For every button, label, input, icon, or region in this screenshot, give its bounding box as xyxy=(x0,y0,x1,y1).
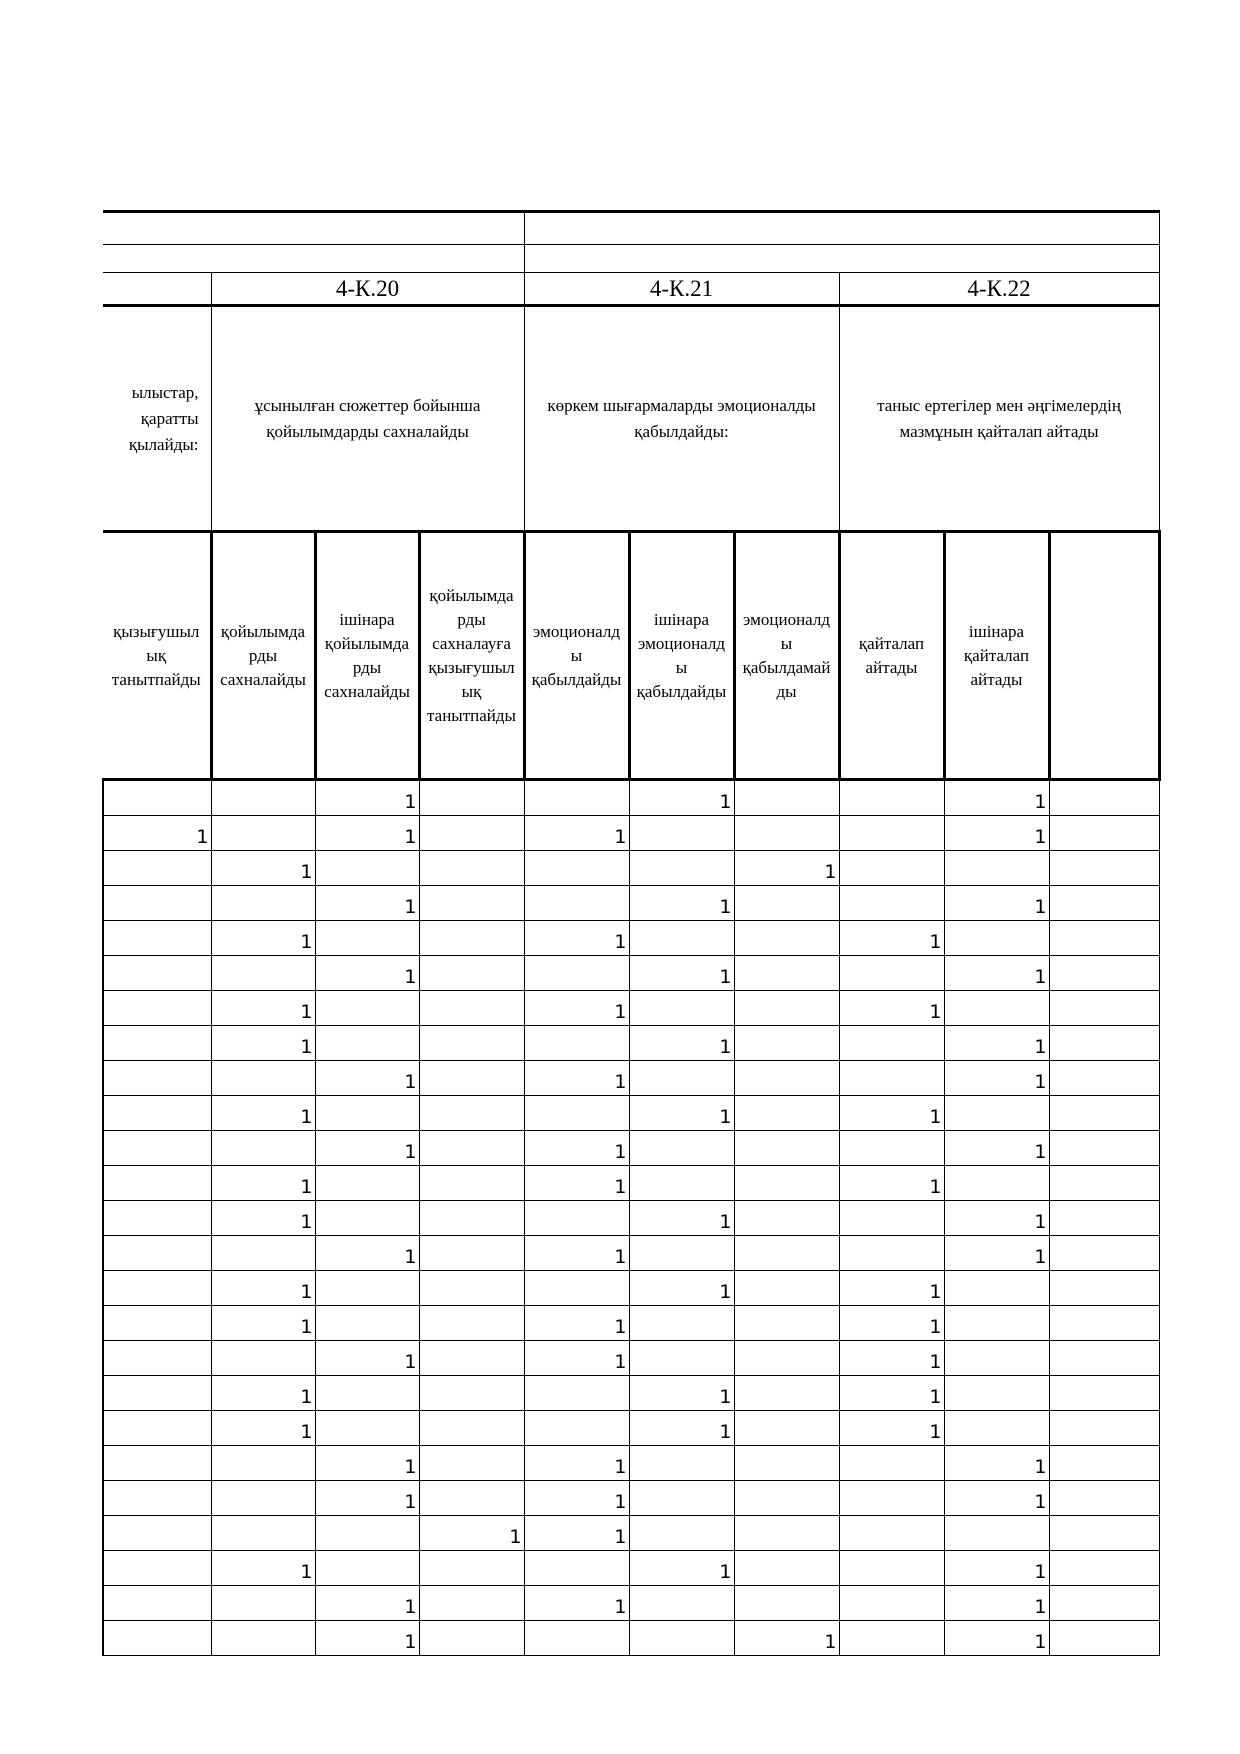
table-row xyxy=(103,1551,1159,1586)
table-row xyxy=(103,1621,1159,1656)
table-cell xyxy=(734,991,839,1026)
table-row xyxy=(103,1236,1159,1271)
table-cell: 1 xyxy=(524,1481,629,1516)
subheader-perceives: эмоционалд ы қабылдайды xyxy=(524,532,629,780)
table-cell xyxy=(839,1586,944,1621)
table-cell xyxy=(839,816,944,851)
table-cell xyxy=(103,1481,211,1516)
table-cell: 1 xyxy=(315,1621,419,1656)
subheader-overflow xyxy=(1049,532,1159,780)
table-cell xyxy=(315,921,419,956)
table-cell xyxy=(839,1621,944,1656)
table-cell: 1 xyxy=(211,1551,315,1586)
table-cell xyxy=(103,1096,211,1131)
table-row xyxy=(103,851,1159,886)
table-cell-overflow xyxy=(1049,1551,1159,1586)
table-cell xyxy=(734,1236,839,1271)
table-cell xyxy=(944,991,1049,1026)
table-cell xyxy=(103,1551,211,1586)
table-cell: 1 xyxy=(944,1446,1049,1481)
table-cell xyxy=(315,1306,419,1341)
table-cell: 1 xyxy=(315,886,419,921)
table-cell-overflow xyxy=(1049,1516,1159,1551)
table-cell-overflow xyxy=(1049,816,1159,851)
table-cell xyxy=(211,1516,315,1551)
table-cell xyxy=(211,1061,315,1096)
table-cell xyxy=(944,1376,1049,1411)
table-cell xyxy=(944,851,1049,886)
table-cell xyxy=(315,1271,419,1306)
table-cell xyxy=(419,1586,524,1621)
subheader-no-interest-staging: қойылымда рды сахналауға қызығушыл ық танытпайды xyxy=(419,532,524,780)
code-4k21: 4-К.21 xyxy=(524,273,839,306)
table-cell xyxy=(211,1131,315,1166)
table-cell-overflow xyxy=(1049,1061,1159,1096)
table-cell xyxy=(839,1551,944,1586)
table-cell: 1 xyxy=(839,1411,944,1446)
code-4k22: 4-К.22 xyxy=(839,273,1159,306)
table-cell: 1 xyxy=(103,816,211,851)
table-cell-overflow xyxy=(1049,956,1159,991)
table-cell-overflow xyxy=(1049,1201,1159,1236)
table-cell: 1 xyxy=(839,1341,944,1376)
table-cell xyxy=(211,780,315,816)
table-cell xyxy=(734,1306,839,1341)
table-cell: 1 xyxy=(524,1516,629,1551)
table-cell: 1 xyxy=(315,956,419,991)
table-cell: 1 xyxy=(629,956,734,991)
table-cell: 1 xyxy=(839,1166,944,1201)
table-cell xyxy=(944,921,1049,956)
table-cell xyxy=(629,1446,734,1481)
table-cell xyxy=(103,1166,211,1201)
table-cell xyxy=(419,1306,524,1341)
code-4k20: 4-К.20 xyxy=(211,273,524,306)
table-cell xyxy=(315,1516,419,1551)
table-cell xyxy=(839,1061,944,1096)
table-cell xyxy=(734,816,839,851)
table-cell xyxy=(419,1446,524,1481)
table-cell xyxy=(103,780,211,816)
table-cell xyxy=(524,1376,629,1411)
table-row xyxy=(103,780,1159,816)
subheader-partly-perceives: ішінара эмоционалд ы қабылдайды xyxy=(629,532,734,780)
table-cell xyxy=(734,956,839,991)
table-cell: 1 xyxy=(944,956,1049,991)
table-cell xyxy=(629,921,734,956)
table-row xyxy=(103,1446,1159,1481)
table-cell-overflow xyxy=(1049,1096,1159,1131)
table-cell: 1 xyxy=(944,1026,1049,1061)
table-cell: 1 xyxy=(315,1481,419,1516)
table-cell xyxy=(629,1166,734,1201)
table-cell xyxy=(734,1131,839,1166)
table-cell: 1 xyxy=(315,816,419,851)
table-cell xyxy=(103,921,211,956)
table-cell: 1 xyxy=(629,1551,734,1586)
table-cell xyxy=(944,1271,1049,1306)
table-cell xyxy=(524,1201,629,1236)
table-cell-overflow xyxy=(1049,1341,1159,1376)
table-cell xyxy=(734,780,839,816)
table-cell: 1 xyxy=(839,991,944,1026)
table-cell xyxy=(315,991,419,1026)
subheader-not-perceives: эмоционалд ы қабылдамай ды xyxy=(734,532,839,780)
table-cell: 1 xyxy=(944,780,1049,816)
table-cell: 1 xyxy=(211,851,315,886)
description-4k22: таныс ертегілер мен әңгімелердің мазмұнын қайталап айтады xyxy=(839,306,1159,532)
table-cell: 1 xyxy=(629,780,734,816)
table-cell xyxy=(629,1236,734,1271)
description-4k20: ұсынылған сюжеттер бойынша қойылымдарды сахналайды xyxy=(211,306,524,532)
table-cell xyxy=(734,1411,839,1446)
table-cell-overflow xyxy=(1049,1306,1159,1341)
table-cell xyxy=(315,1166,419,1201)
table-cell: 1 xyxy=(524,1166,629,1201)
table-cell xyxy=(419,1166,524,1201)
table-cell xyxy=(315,851,419,886)
table-cell: 1 xyxy=(734,1621,839,1656)
table-cell xyxy=(734,1166,839,1201)
table-cell xyxy=(103,1271,211,1306)
table-row xyxy=(103,816,1159,851)
top-band-right xyxy=(524,212,1159,245)
table-cell: 1 xyxy=(839,1376,944,1411)
table-cell-overflow xyxy=(1049,1411,1159,1446)
table-cell xyxy=(103,1446,211,1481)
band-row-2-left xyxy=(103,245,524,273)
table-cell: 1 xyxy=(211,1201,315,1236)
table-cell xyxy=(315,1026,419,1061)
table-cell: 1 xyxy=(524,1446,629,1481)
table-cell xyxy=(103,1411,211,1446)
table-cell: 1 xyxy=(211,1096,315,1131)
table-cell: 1 xyxy=(944,1061,1049,1096)
table-cell xyxy=(315,1201,419,1236)
table-cell xyxy=(419,1061,524,1096)
table-cell xyxy=(629,991,734,1026)
table-cell xyxy=(839,1516,944,1551)
table-cell: 1 xyxy=(524,1586,629,1621)
table-row xyxy=(103,1516,1159,1551)
table-cell xyxy=(839,780,944,816)
table-cell xyxy=(734,1586,839,1621)
table-cell-overflow xyxy=(1049,1481,1159,1516)
table-cell: 1 xyxy=(315,1131,419,1166)
table-cell: 1 xyxy=(315,1341,419,1376)
table-row xyxy=(103,1376,1159,1411)
table-cell xyxy=(419,1131,524,1166)
table-cell xyxy=(734,1376,839,1411)
table-cell xyxy=(419,956,524,991)
table-cell: 1 xyxy=(734,851,839,886)
table-cell xyxy=(629,1481,734,1516)
table-cell xyxy=(419,1481,524,1516)
table-cell xyxy=(629,1306,734,1341)
table-cell: 1 xyxy=(944,1586,1049,1621)
table-cell xyxy=(419,1621,524,1656)
table-cell-overflow xyxy=(1049,921,1159,956)
table-cell: 1 xyxy=(629,1271,734,1306)
table-cell xyxy=(839,1446,944,1481)
table-cell: 1 xyxy=(315,1446,419,1481)
table-cell: 1 xyxy=(944,1621,1049,1656)
table-cell xyxy=(839,1236,944,1271)
assessment-table xyxy=(102,210,1161,1656)
table-cell xyxy=(211,1621,315,1656)
table-cell xyxy=(734,1341,839,1376)
table-row xyxy=(103,956,1159,991)
subheader-no-interest: қызығушыл ық танытпайды xyxy=(103,532,211,780)
assessment-sheet xyxy=(105,210,1121,1653)
table-cell xyxy=(315,1096,419,1131)
table-cell xyxy=(211,1586,315,1621)
table-cell xyxy=(839,886,944,921)
table-cell xyxy=(629,1061,734,1096)
code-blank-cell xyxy=(103,273,211,306)
subheader-retells: қайталап айтады xyxy=(839,532,944,780)
table-cell: 1 xyxy=(315,780,419,816)
table-cell xyxy=(103,1061,211,1096)
table-row xyxy=(103,1341,1159,1376)
table-cell xyxy=(944,1306,1049,1341)
table-cell xyxy=(839,1026,944,1061)
table-cell: 1 xyxy=(524,1341,629,1376)
table-cell: 1 xyxy=(211,1026,315,1061)
table-cell: 1 xyxy=(944,1131,1049,1166)
table-cell xyxy=(419,816,524,851)
table-cell xyxy=(734,1516,839,1551)
table-cell xyxy=(944,1166,1049,1201)
table-cell: 1 xyxy=(629,1201,734,1236)
table-cell-overflow xyxy=(1049,1586,1159,1621)
table-cell xyxy=(211,1341,315,1376)
table-cell-overflow xyxy=(1049,991,1159,1026)
table-cell xyxy=(524,956,629,991)
band-row-2-right xyxy=(524,245,1159,273)
subheader-stages: қойылымда рды сахналайды xyxy=(211,532,315,780)
table-cell xyxy=(211,1446,315,1481)
table-cell xyxy=(103,956,211,991)
table-cell xyxy=(419,1096,524,1131)
table-cell xyxy=(944,1341,1049,1376)
table-cell xyxy=(419,1551,524,1586)
table-cell-overflow xyxy=(1049,1236,1159,1271)
table-cell xyxy=(103,1516,211,1551)
table-row xyxy=(103,1131,1159,1166)
table-cell: 1 xyxy=(211,1271,315,1306)
table-cell xyxy=(734,1271,839,1306)
table-cell: 1 xyxy=(944,1201,1049,1236)
table-cell xyxy=(944,1516,1049,1551)
table-cell: 1 xyxy=(524,1306,629,1341)
subheader-partly-retells: ішінара қайталап айтады xyxy=(944,532,1049,780)
table-cell xyxy=(524,1026,629,1061)
table-cell xyxy=(103,1201,211,1236)
table-cell: 1 xyxy=(524,921,629,956)
table-cell xyxy=(734,1446,839,1481)
table-cell xyxy=(839,956,944,991)
table-row xyxy=(103,1096,1159,1131)
table-cell: 1 xyxy=(839,1306,944,1341)
subheader-partly-stages: ішінара қойылымда рды сахналайды xyxy=(315,532,419,780)
table-cell-overflow xyxy=(1049,1376,1159,1411)
table-cell xyxy=(103,1131,211,1166)
table-cell-overflow xyxy=(1049,851,1159,886)
table-cell: 1 xyxy=(211,991,315,1026)
table-cell xyxy=(524,780,629,816)
table-cell: 1 xyxy=(211,1306,315,1341)
table-cell xyxy=(419,1376,524,1411)
table-cell xyxy=(839,1201,944,1236)
table-cell xyxy=(103,1306,211,1341)
table-cell xyxy=(524,886,629,921)
table-cell: 1 xyxy=(524,816,629,851)
table-cell: 1 xyxy=(211,1411,315,1446)
table-cell xyxy=(524,851,629,886)
table-cell xyxy=(524,1096,629,1131)
table-cell xyxy=(419,1341,524,1376)
table-row xyxy=(103,886,1159,921)
table-cell xyxy=(103,1026,211,1061)
table-cell: 1 xyxy=(944,886,1049,921)
table-cell xyxy=(629,816,734,851)
table-cell-overflow xyxy=(1049,1166,1159,1201)
table-cell: 1 xyxy=(629,886,734,921)
table-cell xyxy=(629,1621,734,1656)
table-cell xyxy=(629,851,734,886)
table-cell: 1 xyxy=(944,1236,1049,1271)
table-cell: 1 xyxy=(524,1131,629,1166)
table-cell xyxy=(629,1131,734,1166)
table-row xyxy=(103,1271,1159,1306)
table-cell: 1 xyxy=(629,1096,734,1131)
table-cell xyxy=(629,1586,734,1621)
table-cell xyxy=(103,1341,211,1376)
table-cell-overflow xyxy=(1049,1621,1159,1656)
table-cell xyxy=(524,1551,629,1586)
table-row xyxy=(103,1061,1159,1096)
table-cell-overflow xyxy=(1049,1271,1159,1306)
table-cell xyxy=(734,1551,839,1586)
table-row xyxy=(103,991,1159,1026)
table-cell xyxy=(524,1271,629,1306)
table-cell xyxy=(629,1341,734,1376)
table-cell: 1 xyxy=(944,1481,1049,1516)
description-partial: ылыстар, қаратты қылайды: xyxy=(103,306,211,532)
table-cell xyxy=(419,1271,524,1306)
table-row xyxy=(103,1026,1159,1061)
table-cell-overflow xyxy=(1049,886,1159,921)
table-cell: 1 xyxy=(524,1061,629,1096)
table-cell xyxy=(734,1061,839,1096)
table-cell: 1 xyxy=(839,1271,944,1306)
table-cell xyxy=(524,1621,629,1656)
table-cell: 1 xyxy=(211,1166,315,1201)
table-cell xyxy=(315,1551,419,1586)
table-cell xyxy=(419,1026,524,1061)
table-cell: 1 xyxy=(839,921,944,956)
table-cell xyxy=(734,1481,839,1516)
table-cell xyxy=(315,1411,419,1446)
table-cell-overflow xyxy=(1049,780,1159,816)
top-band-left xyxy=(103,212,524,245)
table-cell xyxy=(419,886,524,921)
table-cell: 1 xyxy=(944,1551,1049,1586)
table-row xyxy=(103,1586,1159,1621)
table-cell-overflow xyxy=(1049,1026,1159,1061)
table-cell xyxy=(734,921,839,956)
table-cell: 1 xyxy=(419,1516,524,1551)
table-cell: 1 xyxy=(315,1236,419,1271)
table-cell xyxy=(211,886,315,921)
table-cell: 1 xyxy=(944,816,1049,851)
table-cell xyxy=(944,1411,1049,1446)
table-cell xyxy=(419,991,524,1026)
table-cell xyxy=(211,816,315,851)
table-cell: 1 xyxy=(211,1376,315,1411)
table-cell xyxy=(103,991,211,1026)
table-cell xyxy=(211,1236,315,1271)
table-cell xyxy=(419,780,524,816)
table-cell xyxy=(734,1026,839,1061)
table-cell xyxy=(103,1586,211,1621)
table-cell xyxy=(524,1411,629,1446)
table-row xyxy=(103,1201,1159,1236)
table-row xyxy=(103,921,1159,956)
table-cell xyxy=(734,886,839,921)
table-cell: 1 xyxy=(839,1096,944,1131)
table-cell xyxy=(419,851,524,886)
table-row xyxy=(103,1481,1159,1516)
table-cell xyxy=(839,1481,944,1516)
table-cell xyxy=(103,1376,211,1411)
table-cell: 1 xyxy=(629,1376,734,1411)
table-cell xyxy=(211,956,315,991)
table-cell xyxy=(419,1411,524,1446)
table-cell xyxy=(419,1201,524,1236)
table-row xyxy=(103,1306,1159,1341)
table-cell xyxy=(734,1201,839,1236)
table-cell xyxy=(419,921,524,956)
table-row xyxy=(103,1411,1159,1446)
table-cell: 1 xyxy=(315,1061,419,1096)
table-cell: 1 xyxy=(629,1411,734,1446)
table-cell xyxy=(211,1481,315,1516)
table-cell xyxy=(839,1131,944,1166)
table-cell xyxy=(419,1236,524,1271)
table-cell: 1 xyxy=(211,921,315,956)
table-cell xyxy=(103,1236,211,1271)
description-4k21: көркем шығармаларды эмоционалды қабылдайды: xyxy=(524,306,839,532)
table-cell-overflow xyxy=(1049,1131,1159,1166)
table-cell xyxy=(629,1516,734,1551)
table-cell xyxy=(315,1376,419,1411)
table-cell: 1 xyxy=(629,1026,734,1061)
table-cell xyxy=(103,886,211,921)
table-cell xyxy=(944,1096,1049,1131)
table-cell: 1 xyxy=(524,991,629,1026)
table-cell: 1 xyxy=(315,1586,419,1621)
table-row xyxy=(103,1166,1159,1201)
table-cell: 1 xyxy=(524,1236,629,1271)
table-cell xyxy=(103,851,211,886)
table-cell-overflow xyxy=(1049,1446,1159,1481)
table-cell xyxy=(734,1096,839,1131)
table-cell xyxy=(839,851,944,886)
table-cell xyxy=(103,1621,211,1656)
